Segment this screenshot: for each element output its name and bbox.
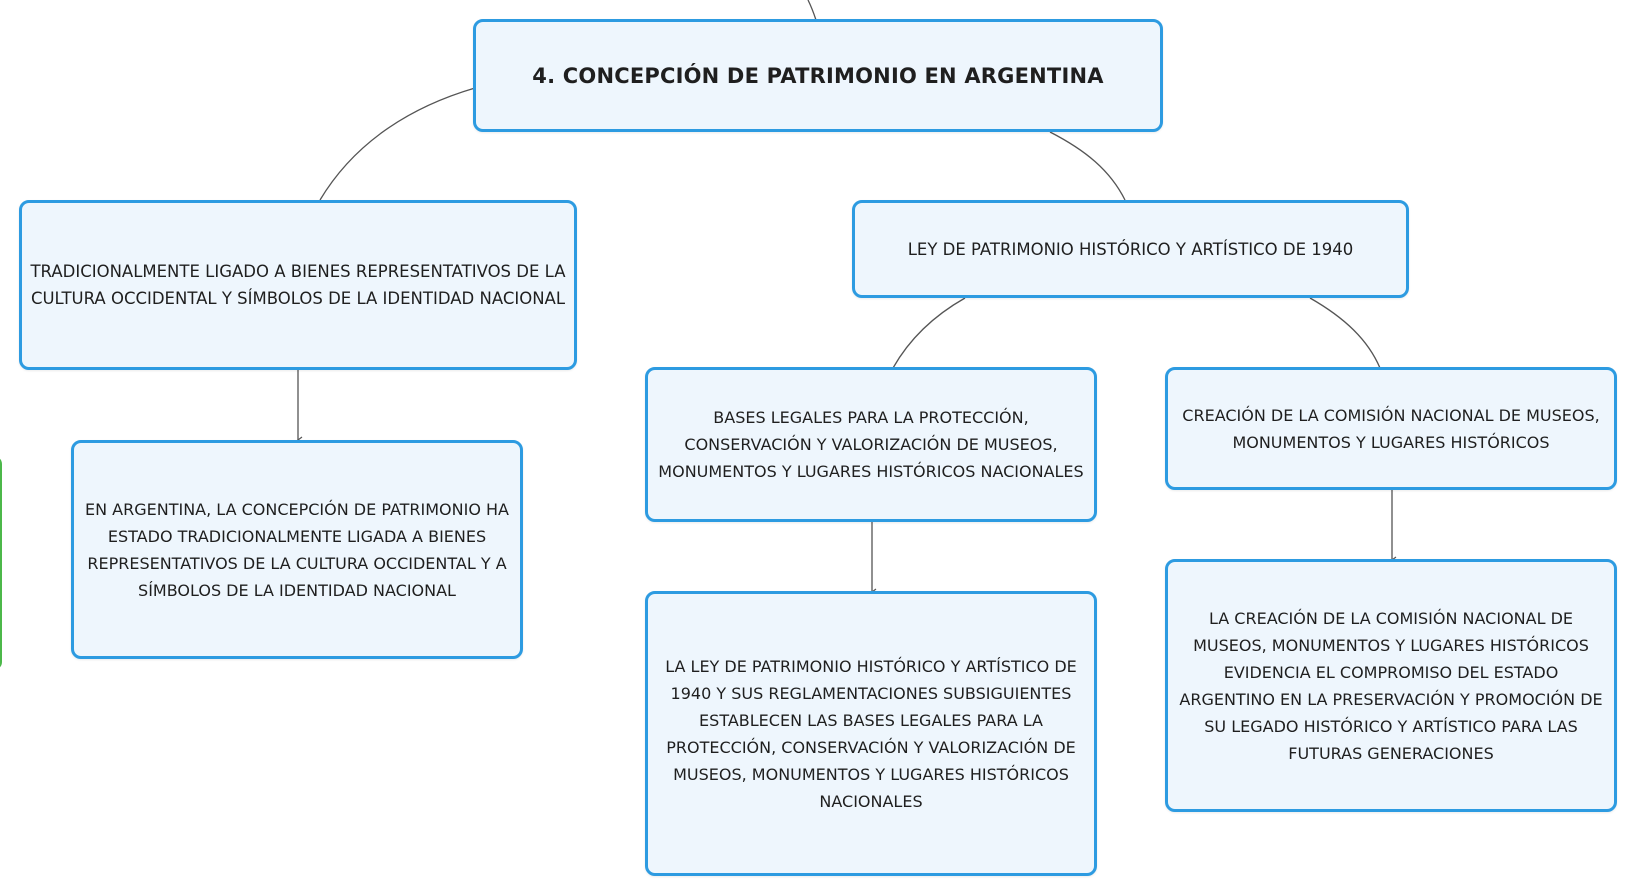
connector-root-to-left-branch	[320, 88, 475, 200]
creacion-comision-detail-node[interactable]	[1165, 559, 1617, 812]
left-branch-label: TRADICIONALMENTE LIGADO A BIENES REPRESENTATIVOS DE LA CULTURA OCCIDENTAL Y SÍMBOLOS DE LA IDENTIDAD NACIONAL	[30, 262, 566, 308]
left-branch-detail-node[interactable]	[71, 440, 523, 659]
root-topic-node[interactable]	[473, 19, 1163, 132]
connector-parent-to-root	[808, 0, 816, 20]
creacion-comision-node[interactable]	[1165, 367, 1617, 490]
bases-legales-label: BASES LEGALES PARA LA PROTECCIÓN, CONSERVACIÓN Y VALORIZACIÓN DE MUSEOS, MONUMENTOS Y LUGARES HISTÓRICOS NACIONALES	[658, 408, 1084, 481]
bases-legales-detail-label: LA LEY DE PATRIMONIO HISTÓRICO Y ARTÍSTICO DE 1940 Y SUS REGLAMENTACIONES SUBSIGUIENTES ESTABLECEN LAS BASES LEGALES PARA LA PROTECCIÓN, CONSERVACIÓN Y VALORIZACIÓN DE MUSEOS, MONUMENTOS Y LUGARES HISTÓRICOS NACIONALES	[665, 656, 1077, 811]
root-topic-label: 4. CONCEPCIÓN DE PATRIMONIO EN ARGENTINA	[532, 63, 1104, 88]
left-branch-node[interactable]	[19, 200, 577, 370]
connector-right-branch-to-creacion	[1310, 298, 1380, 368]
bases-legales-detail-node[interactable]	[645, 591, 1097, 876]
right-branch-label: LEY DE PATRIMONIO HISTÓRICO Y ARTÍSTICO DE 1940	[907, 239, 1354, 259]
creacion-comision-detail-label: LA CREACIÓN DE LA COMISIÓN NACIONAL DE MUSEOS, MONUMENTOS Y LUGARES HISTÓRICOS EVIDENCIA EL COMPROMISO DEL ESTADO ARGENTINO EN LA PRESERVACIÓN Y PROMOCIÓN DE SU LEGADO HISTÓRICO Y ARTÍSTICO PARA LAS FUTURAS GENERACIONES	[1179, 608, 1603, 763]
bases-legales-node[interactable]	[645, 367, 1097, 522]
creacion-comision-label: CREACIÓN DE LA COMISIÓN NACIONAL DE MUSEOS, MONUMENTOS Y LUGARES HISTÓRICOS	[1182, 405, 1600, 452]
offscreen-node-edge	[0, 456, 2, 670]
connector-right-branch-to-bases	[893, 298, 965, 368]
connector-root-to-right-branch	[1050, 132, 1125, 200]
left-branch-detail-label: EN ARGENTINA, LA CONCEPCIÓN DE PATRIMONIO HA ESTADO TRADICIONALMENTE LIGADA A BIENES REPRESENTATIVOS DE LA CULTURA OCCIDENTAL Y A SÍMBOLOS DE LA IDENTIDAD NACIONAL	[85, 499, 509, 600]
right-branch-node[interactable]	[852, 200, 1409, 298]
